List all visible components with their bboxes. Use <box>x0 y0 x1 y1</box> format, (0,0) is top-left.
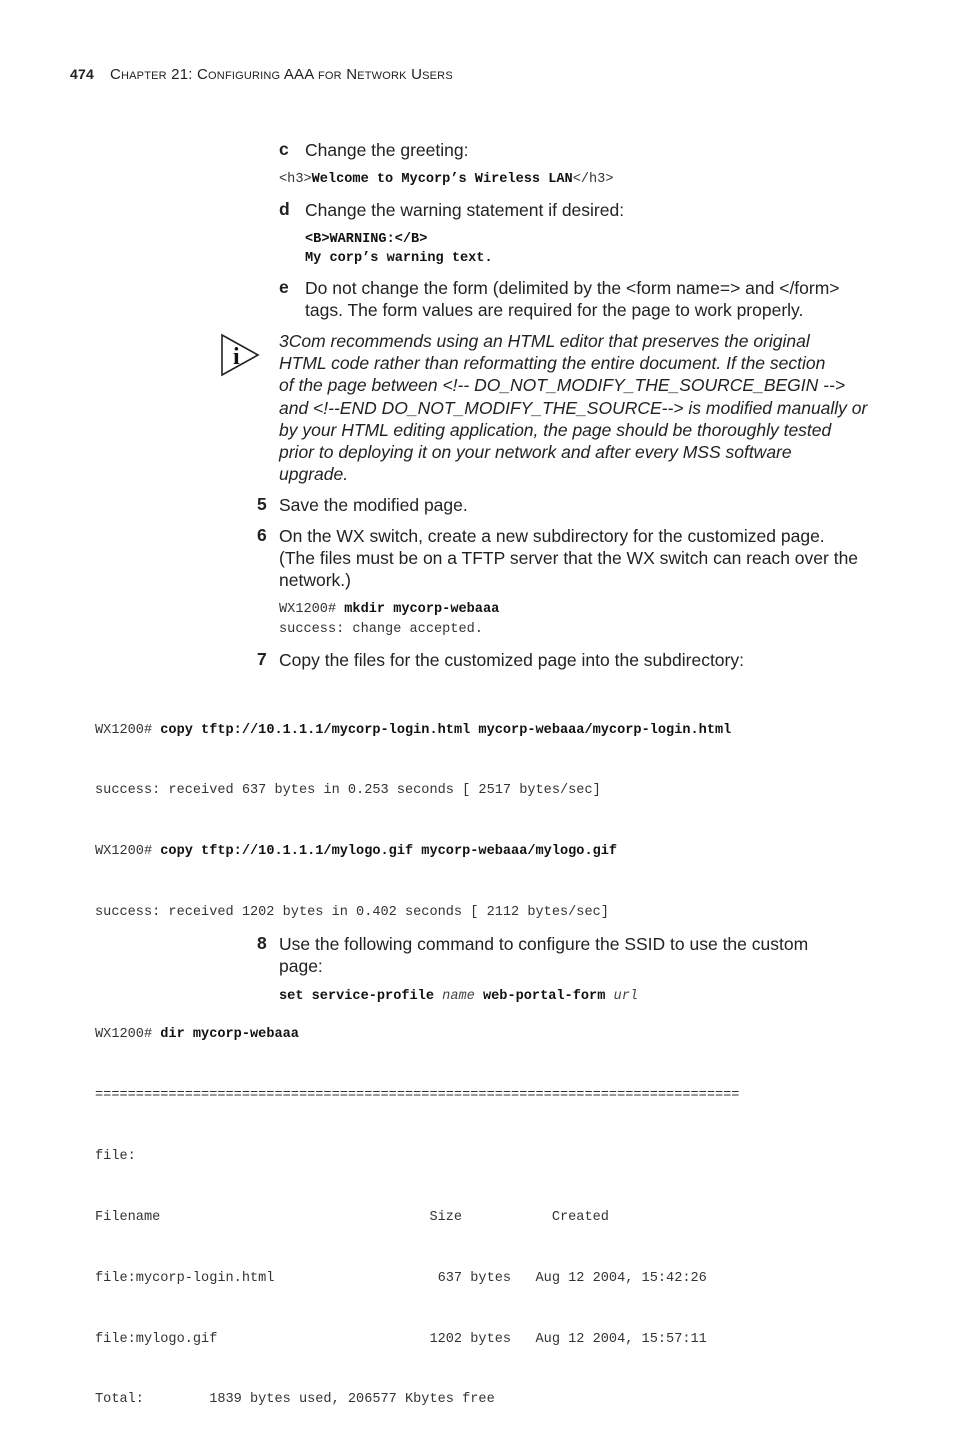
step-d-letter: d <box>279 199 290 219</box>
step-d-code-line2: My corp’s warning text. <box>305 251 493 266</box>
step-6-output: success: change accepted. <box>279 622 483 637</box>
step-8-text <box>279 933 808 977</box>
note-line: and <!--END DO_NOT_MODIFY_THE_SOURCE--> is modified manually or <box>279 397 868 418</box>
code-bold: Welcome to Mycorp’s Wireless LAN <box>311 172 573 187</box>
step-5-text: Save the modified page. <box>279 495 468 515</box>
step-6-text <box>279 525 858 591</box>
note-text <box>279 330 867 485</box>
cli-command: dir mycorp-webaaa <box>160 1027 299 1043</box>
step-7-text: Copy the files for the customized page into the subdirectory: <box>279 650 744 670</box>
note-line: by your HTML editing application, the page should be thoroughly tested <box>279 419 832 440</box>
step-8-command <box>279 987 638 1007</box>
cli-command: mkdir mycorp-webaaa <box>344 602 500 617</box>
step-d-code-line1: <B>WARNING:</B> <box>305 232 428 247</box>
info-icon <box>220 333 260 382</box>
cli-command: copy tftp://10.1.1.1/mycorp-login.html mycorp-webaaa/mycorp-login.html <box>160 722 732 738</box>
cli-keyword: set service-profile <box>279 989 434 1004</box>
step-e-letter: e <box>279 277 289 297</box>
cli-prompt: WX1200# <box>95 844 161 860</box>
step-8-number: 8 <box>257 933 267 953</box>
note-line: HTML code rather than reformatting the entire document. If the section <box>279 353 826 374</box>
cli-prompt: WX1200# <box>95 722 161 738</box>
cli-prompt: WX1200# <box>279 602 345 617</box>
cli-argument: name <box>442 989 475 1004</box>
step-e-line2: tags. The form values are required for the page to work properly. <box>305 300 804 320</box>
step-6-command <box>279 600 499 620</box>
step-7-number: 7 <box>257 649 267 669</box>
table-row: file:mylogo.gif 1202 bytes Aug 12 2004, 15:57:11 <box>95 1331 707 1347</box>
cli-block <box>95 680 739 1431</box>
step-8-line: page: <box>279 956 323 976</box>
cli-prompt: WX1200# <box>95 1027 161 1043</box>
table-total: Total: 1839 bytes used, 206577 Kbytes free <box>95 1392 495 1408</box>
step-8-line: Use the following command to configure the SSID to use the custom <box>279 934 809 954</box>
svg-text:i: i <box>233 344 240 370</box>
chapter-title: Chapter 21: Configuring AAA for Network Users <box>109 66 453 83</box>
cli-output: file: <box>95 1148 136 1164</box>
step-5-number: 5 <box>257 494 267 514</box>
step-6-line: On the WX switch, create a new subdirectory for the customized page. <box>279 526 825 546</box>
step-6-number: 6 <box>257 525 267 545</box>
running-header <box>70 66 453 83</box>
cli-output: success: received 1202 bytes in 0.402 seconds [ 2112 bytes/sec] <box>95 905 609 921</box>
cli-output: success: received 637 bytes in 0.253 seconds [ 2517 bytes/sec] <box>95 783 601 799</box>
table-header: Filename Size Created <box>95 1209 609 1225</box>
code-suffix: </h3> <box>572 172 614 187</box>
cli-line <box>95 721 739 741</box>
note-line: upgrade. <box>279 464 349 485</box>
code-prefix: <h3> <box>279 172 312 187</box>
cli-separator: =============================================================================== <box>95 1087 740 1103</box>
cli-line <box>95 842 739 862</box>
cli-line <box>95 1025 739 1045</box>
note-line: prior to deploying it on your network and after every MSS software <box>279 442 792 463</box>
step-c-text: Change the greeting: <box>305 140 469 160</box>
note-line: of the page between <!-- DO_NOT_MODIFY_THE_SOURCE_BEGIN --> <box>279 375 846 396</box>
step-c-letter: c <box>279 139 289 159</box>
note-line: 3Com recommends using an HTML editor that preserves the original <box>279 331 810 351</box>
cli-argument: url <box>613 989 639 1004</box>
cli-command: copy tftp://10.1.1.1/mylogo.gif mycorp-webaaa/mylogo.gif <box>160 844 618 860</box>
step-e-line1: Do not change the form (delimited by the <form name=> and </form> <box>305 278 840 298</box>
step-6-line: network.) <box>279 570 351 590</box>
cli-keyword: web-portal-form <box>482 989 606 1004</box>
step-d-text: Change the warning statement if desired: <box>305 200 625 220</box>
step-6-line: (The files must be on a TFTP server that the WX switch can reach over the <box>279 548 859 568</box>
page-number: 474 <box>70 66 94 82</box>
step-c-code <box>279 170 613 190</box>
table-row: file:mycorp-login.html 637 bytes Aug 12 2004, 15:42:26 <box>95 1270 707 1286</box>
